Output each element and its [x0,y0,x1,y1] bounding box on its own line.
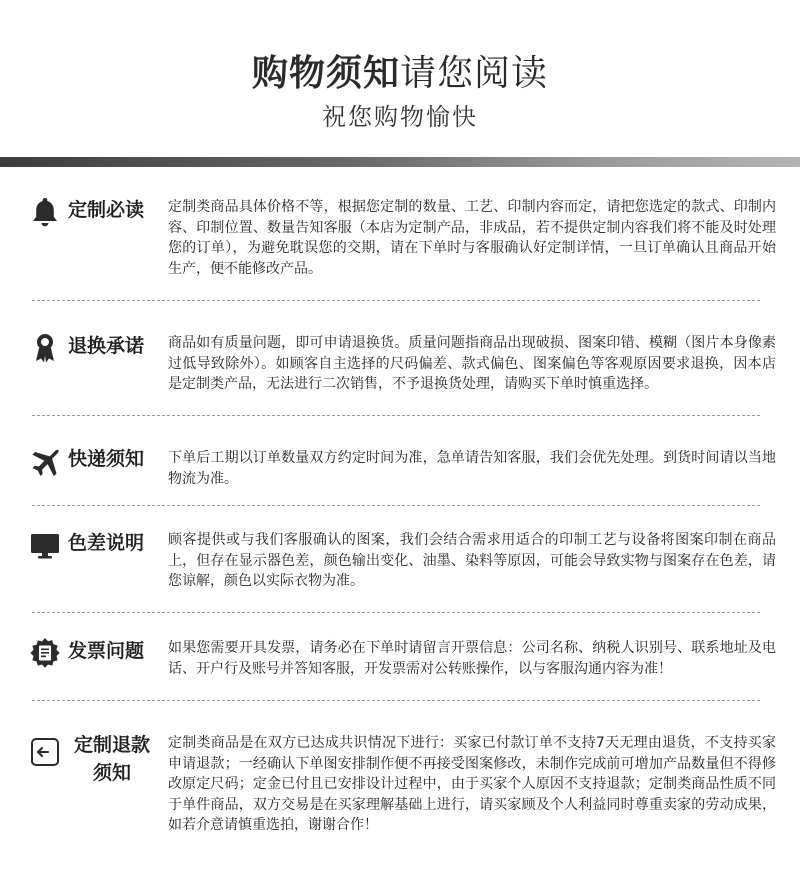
header-gradient-bar [0,157,800,167]
section-text: 定制类商品是在双方已达成共识情况下进行：买家已付款订单不支持7天无理由退货，不支持买家申请退款；一经确认下单图安排制作便不再接受图案修改，未制作完成前可增加产品数量但不得修改原定尺码；定金已付且已安排设计过程中，由于买家个人原因不支持退款；定制类商品性质不同于单件商品，双方交易是在买家理解基础上进行，请买家顾及个人利益同时尊重卖家的劳动成果，如若介意请慎重选拍，谢谢合作！ [168,735,776,833]
divider [32,415,760,416]
section-label: 色差说明 [68,532,145,554]
header [0,0,800,160]
airplane-icon [28,444,62,478]
invoice-seal-icon [28,636,62,670]
section-heading [28,526,160,566]
section-label: 退换承诺 [68,335,145,357]
page-subtitle: 祝您购物愉快 [322,103,478,131]
section-label: 发票问题 [68,640,145,662]
section-heading [28,329,160,369]
return-arrow-icon [28,735,62,769]
divider [32,700,760,701]
section-text: 下单后工期以订单数量双方约定时间为准，急单请告知客服，我们会优先处理。到货时间请以当地物流为准。 [168,450,776,487]
title-rest: 请您阅读 [400,53,549,94]
ribbon-badge-icon [28,331,62,365]
section-label: 快递须知 [68,448,145,470]
section-heading [28,733,160,784]
divider [32,505,760,506]
section-heading [28,193,160,233]
section-text: 顾客提供或与我们客服确认的图案，我们会结合需求用适合的印制工艺与设备将图案印制在商品上，但存在显示器色差，颜色输出变化、油墨、染料等原因，可能会导致实物与图案存在色差，请您谅解，颜色以实际衣物为准。 [168,532,776,589]
section-label: 定制必读 [68,199,145,221]
title-bold: 购物须知 [251,53,400,94]
section-text: 定制类商品具体价格不等，根据您定制的数量、工艺、印制内容而定，请把您选定的款式、印制内容、印制位置、数量告知客服（本店为定制产品，非成品，若不提供定制内容我们将不能及时处理您的订单），为避免耽误您的交期，请在下单时与客服确认好定制详情，一旦订单确认且商品开始生产，便不能修改产品。 [168,199,776,277]
page-title [0,52,800,96]
section-heading [28,634,160,674]
divider [32,612,760,613]
bell-icon [28,195,62,229]
section-label: 定制退款须知 [73,734,150,784]
section-text: 如果您需要开具发票，请务必在下单时请留言开票信息：公司名称、纳税人识别号、联系地址及电话、开户行及账号并答知客服，开发票需对公转账操作，以与客服沟通内容为准！ [168,640,776,677]
section-text: 商品如有质量问题，即可申请退换货。质量问题指商品出现破损、图案印错、模糊（图片本身像素过低导致除外）。如顾客自主选择的尺码偏差、款式偏色、图案偏色等客观原因要求退换，因本店是定制类产品，无法进行二次销售，不予退换货处理，请购买下单时慎重选择。 [168,335,776,392]
section-heading [28,442,160,482]
divider [32,300,760,301]
monitor-icon [28,528,62,562]
